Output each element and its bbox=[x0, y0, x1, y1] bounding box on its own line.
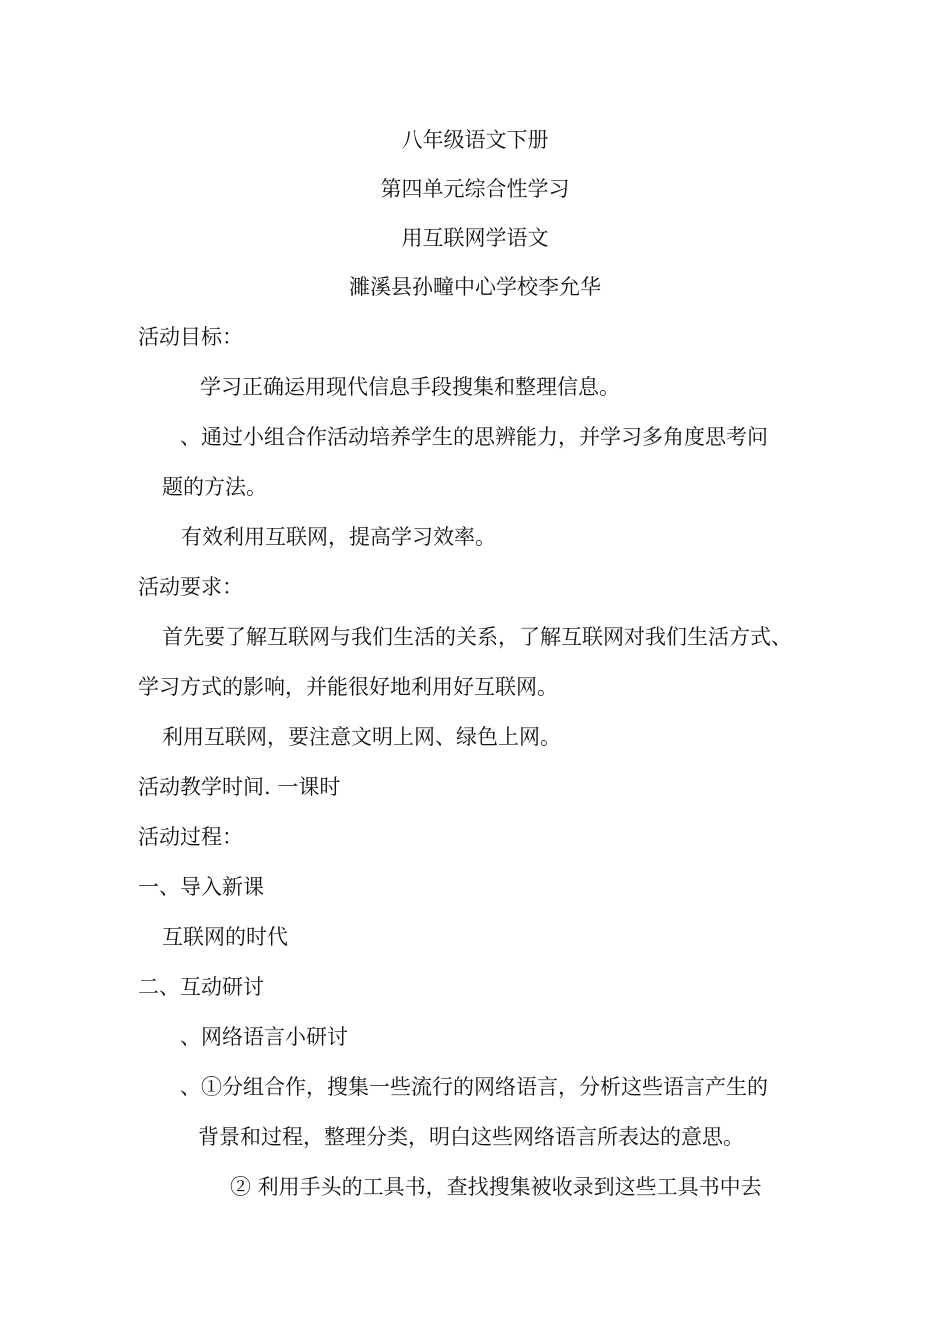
section-2-sub-3: ② 利用手头的工具书，查找搜集被收录到这些工具书中去 bbox=[230, 1175, 762, 1199]
goal-item-1: 学习正确运用现代信息手段搜集和整理信息。 bbox=[200, 375, 620, 399]
teaching-time: 活动教学时间. 一课时 bbox=[138, 775, 341, 799]
requirement-item-2: 利用互联网，要注意文明上网、绿色上网。 bbox=[162, 725, 561, 749]
section-2-heading: 二、互动研讨 bbox=[138, 975, 264, 999]
section-2-sub-2-line-1: 、①分组合作，搜集一些流行的网络语言，分析这些语言产生的 bbox=[180, 1075, 768, 1099]
goal-item-2-line-2: 题的方法。 bbox=[162, 475, 267, 499]
unit-title: 第四单元综合性学习 bbox=[380, 177, 570, 201]
goal-item-2-line-1: 、通过小组合作活动培养学生的思辨能力，并学习多角度思考问 bbox=[180, 425, 768, 449]
goal-item-3: 有效利用互联网，提高学习效率。 bbox=[181, 525, 496, 549]
section-1-body: 互联网的时代 bbox=[162, 925, 288, 949]
requirements-heading: 活动要求： bbox=[138, 575, 243, 599]
book-title: 八年级语文下册 bbox=[401, 128, 549, 152]
lesson-title: 用互联网学语文 bbox=[401, 226, 549, 250]
process-heading: 活动过程： bbox=[138, 825, 243, 849]
section-2-sub-1: 、网络语言小研讨 bbox=[180, 1025, 348, 1049]
section-1-heading: 一、导入新课 bbox=[138, 875, 264, 899]
requirement-item-1-line-1: 首先要了解互联网与我们生活的关系，了解互联网对我们生活方式、 bbox=[162, 625, 792, 649]
requirement-item-1-line-2: 学习方式的影响，并能很好地利用好互联网。 bbox=[138, 675, 558, 699]
goals-heading: 活动目标： bbox=[138, 325, 243, 349]
section-2-sub-2-line-2: 背景和过程，整理分类，明白这些网络语言所表达的意思。 bbox=[198, 1125, 744, 1149]
author-line: 濉溪县孙疃中心学校李允华 bbox=[349, 275, 601, 299]
